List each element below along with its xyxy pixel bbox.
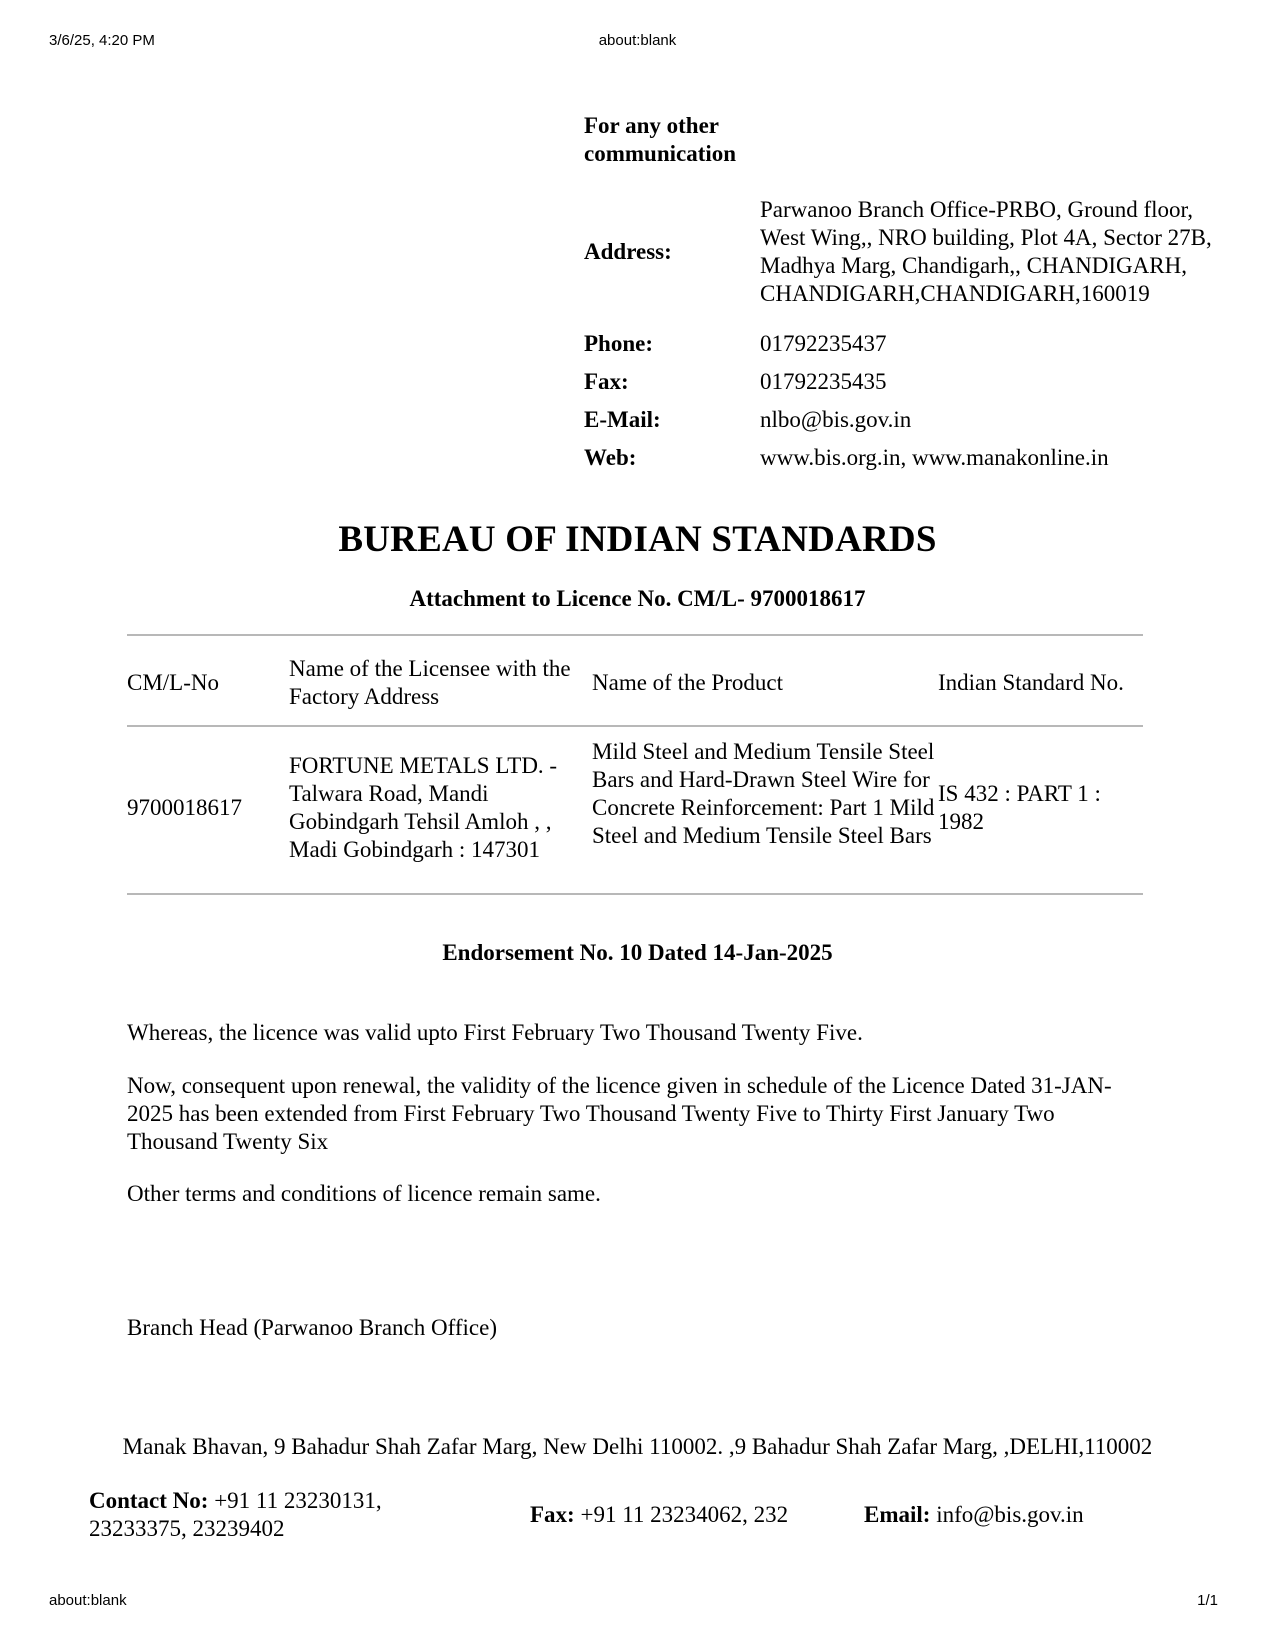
web-label: Web: [584, 445, 637, 470]
header-licensee: Name of the Licensee with the Factory Address [289, 656, 571, 709]
cell-standard: IS 432 : PART 1 : 1982 [938, 781, 1101, 834]
contact-block [584, 112, 1224, 477]
table-top-rule [127, 634, 1143, 636]
cell-licensee: FORTUNE METALS LTD. - Talwara Road, Mandi Gobindgarh Tehsil Amloh , , Madi Gobindgarh : 147301 [289, 753, 558, 862]
email-value: nlbo@bis.gov.in [760, 407, 912, 432]
fax-label: Fax: [584, 369, 629, 394]
footer-contact-label: Contact No: [89, 1488, 209, 1513]
print-url-bottom: about:blank [49, 1592, 127, 1609]
footer-contact-value: +91 11 23230131, 23233375, 23239402 [89, 1488, 382, 1541]
email-label: E-Mail: [584, 407, 661, 432]
print-datetime: 3/6/25, 4:20 PM [49, 32, 155, 49]
header-product: Name of the Product [592, 670, 783, 695]
table-header-rule [127, 725, 1143, 727]
cell-product: Mild Steel and Medium Tensile Steel Bars and Hard-Drawn Steel Wire for Concrete Reinforcement: Part 1 Mild Steel and Medium Tensile Steel Bars [592, 739, 935, 848]
footer-fax-value: +91 11 23234062, 232 [580, 1502, 789, 1527]
table-header-row [127, 655, 1143, 715]
footer-email-label: Email: [864, 1502, 931, 1527]
header-standard: Indian Standard No. [938, 670, 1124, 695]
table-bottom-rule [127, 893, 1143, 895]
contact-heading: For any other communication [584, 113, 737, 166]
table-row [127, 738, 1143, 878]
licence-subtitle: Attachment to Licence No. CM/L- 9700018617 [409, 586, 866, 611]
header-cml-no: CM/L-No [127, 670, 219, 695]
endorsement-heading: Endorsement No. 10 Dated 14-Jan-2025 [442, 940, 833, 965]
paragraph-renewal: Now, consequent upon renewal, the validity of the licence given in schedule of the Licence Dated 31-JAN-2025 has been extended from First February Two Thousand Twenty Five to Thirty First January Two Thousand Twenty Six [127, 1073, 1112, 1154]
footer-fax [530, 1501, 788, 1529]
address-label: Address: [584, 238, 672, 264]
paragraph-validity: Whereas, the licence was valid upto First February Two Thousand Twenty Five. [127, 1020, 863, 1045]
footer-fax-label: Fax: [530, 1502, 575, 1527]
phone-label: Phone: [584, 331, 653, 356]
web-value: www.bis.org.in, www.manakonline.in [760, 445, 1109, 470]
phone-value: 01792235437 [760, 331, 887, 356]
print-page-number: 1/1 [1197, 1592, 1218, 1609]
cell-cml-no: 9700018617 [127, 795, 242, 820]
print-url-top: about:blank [598, 32, 677, 49]
fax-value: 01792235435 [760, 369, 887, 394]
address-value: Parwanoo Branch Office-PRBO, Ground floor, West Wing,, NRO building, Plot 4A, Sector 27B, Madhya Marg, Chandigarh,, CHANDIGARH, CHANDIGARH,CHANDIGARH,160019 [760, 196, 1212, 306]
footer-email [864, 1501, 1084, 1529]
footer-email-value: info@bis.gov.in [936, 1502, 1084, 1527]
page-title: BUREAU OF INDIAN STANDARDS [338, 519, 937, 560]
signatory: Branch Head (Parwanoo Branch Office) [127, 1315, 497, 1340]
paragraph-terms: Other terms and conditions of licence remain same. [127, 1181, 601, 1206]
footer-address: Manak Bhavan, 9 Bahadur Shah Zafar Marg, New Delhi 110002. ,9 Bahadur Shah Zafar Marg, ,DELHI,110002 [122, 1434, 1153, 1459]
footer-contact [89, 1487, 479, 1543]
